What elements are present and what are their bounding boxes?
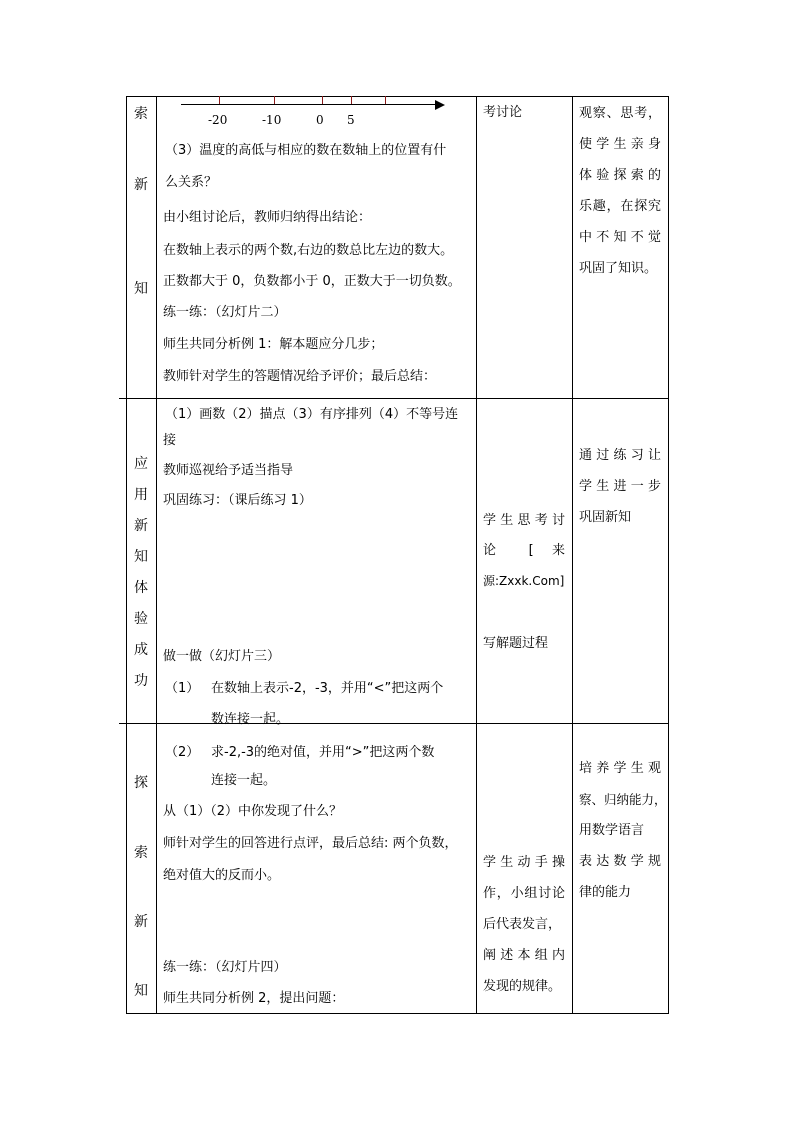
row1-side-char: 新 (134, 177, 148, 193)
row3-content-line: 师生共同分析例 2，提出问题： (163, 991, 345, 1006)
row2-item-line: 在数轴上表示-2，-3，并用“<”把这两个 (211, 681, 444, 696)
row2-content-line: 接 (163, 433, 177, 448)
row1-purpose-line: 体验探索的 (579, 168, 661, 183)
row1-purpose-line: 使学生亲身 (579, 137, 661, 152)
row1-content-line: 在数轴上表示的两个数,右边的数总比左边的数大。 (163, 243, 454, 258)
table-border-right (668, 96, 669, 1014)
row3-side-char: 索 (134, 845, 148, 861)
row2-student-line: 论 [ 来 (483, 543, 565, 558)
row2-content-line: （1）画数（2）描点（3）有序排列（4）不等号连 (165, 407, 459, 422)
number-line-tick (274, 96, 275, 104)
column-divider-2 (476, 96, 477, 1014)
row2-content-line: 做一做（幻灯片三） (163, 649, 281, 664)
row1-content-line: 练一练：（幻灯片二） (163, 305, 287, 320)
row1-content-line: 由小组讨论后，教师归纳得出结论： (163, 210, 372, 225)
row2-student-line: 源:Zxxk.Com] (483, 574, 565, 588)
row3-item-line: 求-2,-3的绝对值，并用“>”把这两个数 (211, 745, 435, 760)
row2-student-line: 学生思考讨 (483, 513, 565, 528)
row2-item-line: 数连接一起。 (211, 712, 290, 727)
row3-side-char: 知 (134, 983, 148, 999)
row1-content-line: （3）温度的高低与相应的数在数轴上的位置有什 (165, 143, 447, 158)
row-divider-2 (119, 723, 669, 724)
row3-purpose-line: 表达数学规 (579, 854, 661, 869)
row2-side-char: 知 (134, 549, 148, 565)
row3-item-line: 连接一起。 (211, 773, 277, 788)
number-line-axis (181, 104, 437, 105)
row2-purpose-line: 通过练习让 (579, 448, 661, 463)
row2-side-char: 应 (134, 456, 148, 472)
row1-content-line: 师生共同分析例 1：解本题应分几步； (163, 337, 384, 352)
number-line-label: -10 (262, 113, 282, 127)
row3-purpose-line: 察、归纳能力， (579, 792, 667, 807)
row3-purpose-line: 培养学生观 (579, 761, 661, 776)
row2-item-number: （1） (165, 681, 200, 696)
row2-side-char: 用 (134, 487, 148, 503)
row3-content-line: 绝对值大的反而小。 (163, 868, 281, 883)
number-line-label: 0 (316, 113, 324, 127)
row3-student-line: 学生动手操 (483, 855, 565, 870)
row3-content-line: 师针对学生的回答进行点评，最后总结: 两个负数， (163, 836, 458, 851)
row3-content-line: 从（1）（2）中你发现了什么？ (163, 804, 343, 819)
row3-student-line: 后代表发言， (483, 917, 562, 932)
row2-student-line: 写解题过程 (483, 636, 549, 651)
table-border-bottom (126, 1013, 669, 1014)
row2-side-char: 验 (134, 611, 148, 627)
row1-content-line: 么关系？ (165, 175, 218, 190)
row3-purpose-line: 用数学语言 (579, 823, 645, 838)
number-line-tick (351, 96, 352, 104)
row1-side-char: 知 (134, 281, 148, 297)
number-line-tick (219, 96, 220, 104)
row2-purpose-line: 学生进一步 (579, 479, 661, 494)
row3-purpose-line: 律的能力 (579, 885, 632, 900)
row2-side-char: 成 (134, 642, 148, 658)
row1-purpose-line: 巩固了知识。 (579, 261, 658, 276)
row3-content-line: 练一练：（幻灯片四） (163, 960, 287, 975)
row3-side-char: 新 (134, 914, 148, 930)
column-divider-1 (156, 96, 157, 1014)
row1-content-line: 正数都大于 0，负数都小于 0，正数大于一切负数。 (163, 274, 461, 289)
row3-student-line: 阐述本组内 (483, 948, 565, 963)
row3-student-line: 发现的规律。 (483, 979, 562, 994)
number-line-tick (322, 96, 323, 104)
row2-content-line: 教师巡视给予适当指导 (163, 463, 294, 478)
number-line-tick (385, 96, 386, 104)
row-divider-1 (119, 398, 669, 399)
row3-item-number: （2） (165, 745, 200, 760)
row2-side-char: 体 (134, 580, 148, 596)
row1-content-line: 教师针对学生的答题情况给予评价；最后总结： (163, 369, 437, 384)
row2-content-line: 巩固练习：（课后练习 1） (163, 493, 312, 508)
row1-purpose-line: 乐趣，在探究 (579, 199, 661, 214)
row3-student-line: 作，小组讨论 (483, 886, 565, 901)
row2-purpose-line: 巩固新知 (579, 510, 632, 525)
row2-side-char: 功 (134, 673, 148, 689)
number-line-label: 5 (347, 113, 355, 127)
row1-purpose-line: 中不知不觉 (579, 230, 661, 245)
row1-student-activity: 考讨论 (483, 105, 523, 120)
number-line-label: -20 (208, 113, 228, 127)
row3-side-char: 探 (134, 775, 148, 791)
row2-side-char: 新 (134, 518, 148, 534)
table-border-top (126, 96, 669, 97)
row1-purpose-line: 观察、思考， (579, 106, 661, 121)
number-line-arrow (435, 100, 445, 110)
column-divider-3 (572, 96, 573, 1014)
row1-side-char: 索 (134, 106, 148, 122)
